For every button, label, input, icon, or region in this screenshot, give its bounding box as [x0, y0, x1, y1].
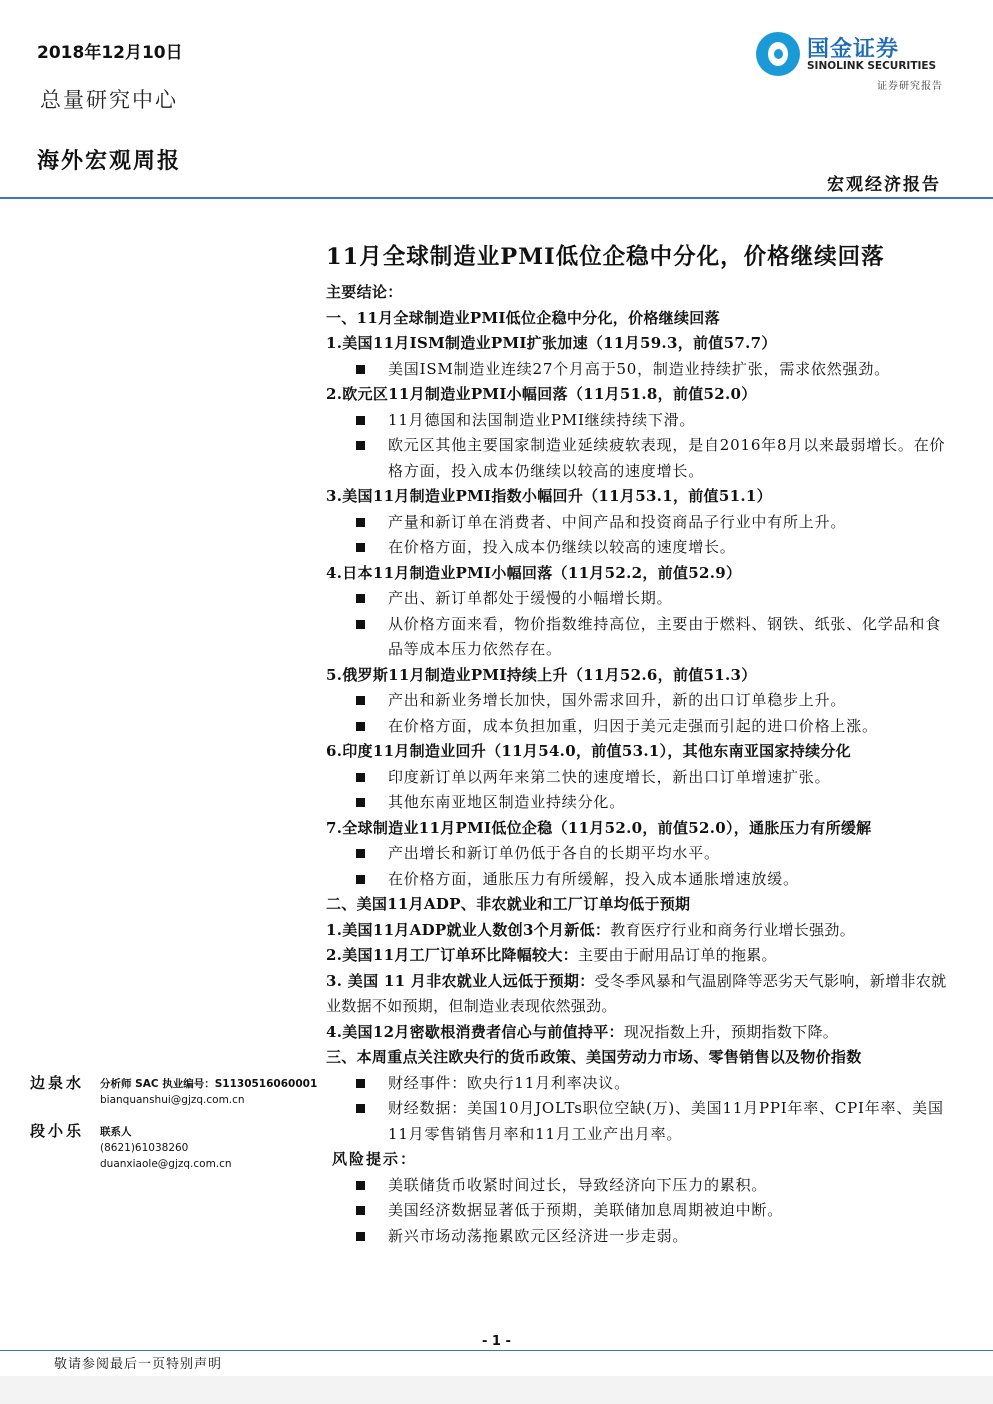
- page-bottom-band: [0, 1376, 993, 1404]
- item-4-bullet-1: 产出、新订单都处于缓慢的小幅增长期。: [326, 586, 951, 612]
- item-7-title: 7.全球制造业11月PMI低位企稳（11月52.0，前值52.0），通胀压力有所缓解: [326, 818, 872, 837]
- logo-mark-icon: [756, 32, 800, 76]
- item-5-bullet-2: 在价格方面，成本负担加重，归因于美元走强而引起的进口价格上涨。: [326, 714, 951, 740]
- author-name: 边泉水: [30, 1074, 85, 1092]
- logo-cn-text: 国金证券: [807, 37, 900, 62]
- section-1-title: 一、11月全球制造业PMI低位企稳中分化，价格继续回落: [326, 308, 720, 327]
- author-name: 段小乐: [30, 1122, 85, 1140]
- logo-en-text: SINOLINK SECURITIES: [807, 60, 937, 72]
- item-5-title: 5.俄罗斯11月制造业PMI持续上升（11月52.6，前值51.3）: [326, 665, 757, 684]
- risk-bullet-1: 美联储货币收紧时间过长，导致经济向下压力的累积。: [326, 1173, 951, 1199]
- section-2-item-1: 1.美国11月ADP就业人数创3个月新低：教育医疗行业和商务行业增长强劲。: [326, 920, 856, 939]
- item-2-bullet-1: 11月德国和法国制造业PMI继续持续下滑。: [326, 408, 951, 434]
- section-2-item-3: 3. 美国 11 月非农就业人远低于预期：受冬季风暴和气温剧降等恶劣天气影响，新增非农就业数据不如预期，但制造业表现依然强劲。: [326, 971, 947, 1015]
- item-1-bullet-1: 美国ISM制造业连续27个月高于50，制造业持续扩张，需求依然强劲。: [326, 357, 951, 383]
- section-3-bullet-1: 财经事件：欧央行11月利率决议。: [326, 1071, 951, 1097]
- page-number: - 1 -: [482, 1334, 511, 1349]
- item-3-title: 3.美国11月制造业PMI指数小幅回升（11月53.1，前值51.1）: [326, 487, 772, 505]
- company-logo: [756, 30, 946, 80]
- footer-divider: [0, 1350, 993, 1351]
- report-headline: 11月全球制造业PMI低位企稳中分化，价格继续回落: [326, 244, 885, 270]
- author-sac-label: 分析师 SAC 执业编号：: [100, 1078, 215, 1090]
- item-6-bullet-2: 其他东南亚地区制造业持续分化。: [326, 790, 951, 816]
- item-7-bullet-2: 在价格方面，通胀压力有所缓解，投入成本通胀增速放缓。: [326, 867, 951, 893]
- department-name: 总量研究中心: [40, 88, 178, 112]
- item-2-title: 2.欧元区11月制造业PMI小幅回落（11月51.8，前值52.0）: [326, 385, 757, 403]
- risk-warning-title: 风险提示：: [332, 1150, 418, 1168]
- item-6-bullet-1: 印度新订单以两年来第二快的速度增长，新出口订单增速扩张。: [326, 765, 951, 791]
- main-content: [326, 240, 951, 1249]
- report-date: 2018年12月10日: [37, 43, 183, 63]
- author-sac-id: S1130516060001: [214, 1078, 318, 1090]
- author-phone: (8621)61038260: [100, 1142, 189, 1154]
- author-email[interactable]: bianquanshui@gjzq.com.cn: [100, 1094, 245, 1106]
- author-email[interactable]: duanxiaole@gjzq.com.cn: [100, 1158, 232, 1170]
- contact-label: 联系人: [100, 1126, 132, 1138]
- conclusion-label: 主要结论：: [326, 283, 403, 301]
- item-3-bullet-1: 产量和新订单在消费者、中间产品和投资商品子行业中有所上升。: [326, 510, 951, 536]
- item-5-bullet-1: 产出和新业务增长加快，国外需求回升，新的出口订单稳步上升。: [326, 688, 951, 714]
- author-info: [100, 1124, 232, 1172]
- report-type: 宏观经济报告: [827, 175, 941, 195]
- disclaimer-note: 敬请参阅最后一页特别声明: [54, 1357, 223, 1372]
- report-series-name: 海外宏观周报: [37, 148, 182, 174]
- item-3-bullet-2: 在价格方面，投入成本仍继续以较高的速度增长。: [326, 535, 951, 561]
- section-3-bullet-2: 财经数据：美国10月JOLTs职位空缺(万)、美国11月PPI年率、CPI年率、美国11月零售销售月率和11月工业产出月率。: [326, 1096, 951, 1147]
- author-info: [100, 1076, 317, 1108]
- item-7-bullet-1: 产出增长和新订单仍低于各自的长期平均水平。: [326, 841, 951, 867]
- logo-subtitle: 证券研究报告: [877, 81, 943, 92]
- header-divider: [0, 197, 993, 199]
- section-2-title: 二、美国11月ADP、非农就业和工厂订单均低于预期: [326, 895, 691, 913]
- item-1-title: 1.美国11月ISM制造业PMI扩张加速（11月59.3，前值57.7）: [326, 334, 777, 352]
- item-4-bullet-2: 从价格方面来看，物价指数维持高位，主要由于燃料、钢铁、纸张、化学品和食品等成本压力依然存在。: [326, 612, 951, 663]
- section-3-title: 三、本周重点关注欧央行的货币政策、美国劳动力市场、零售销售以及物价指数: [326, 1048, 862, 1066]
- risk-bullet-2: 美国经济数据显著低于预期，美联储加息周期被迫中断。: [326, 1198, 951, 1224]
- item-4-title: 4.日本11月制造业PMI小幅回落（11月52.2，前值52.9）: [326, 563, 742, 582]
- item-2-bullet-2: 欧元区其他主要国家制造业延续疲软表现，是自2016年8月以来最弱增长。在价格方面，投入成本仍继续以较高的速度增长。: [326, 433, 951, 484]
- risk-bullet-3: 新兴市场动荡拖累欧元区经济进一步走弱。: [326, 1224, 951, 1250]
- item-6-title: 6.印度11月制造业回升（11月54.0，前值53.1），其他东南亚国家持续分化: [326, 742, 851, 760]
- section-2-item-4: 4.美国12月密歇根消费者信心与前值持平：现况指数上升，预期指数下降。: [326, 1022, 839, 1041]
- section-2-item-2: 2.美国11月工厂订单环比降幅较大：主要由于耐用品订单的拖累。: [326, 946, 777, 964]
